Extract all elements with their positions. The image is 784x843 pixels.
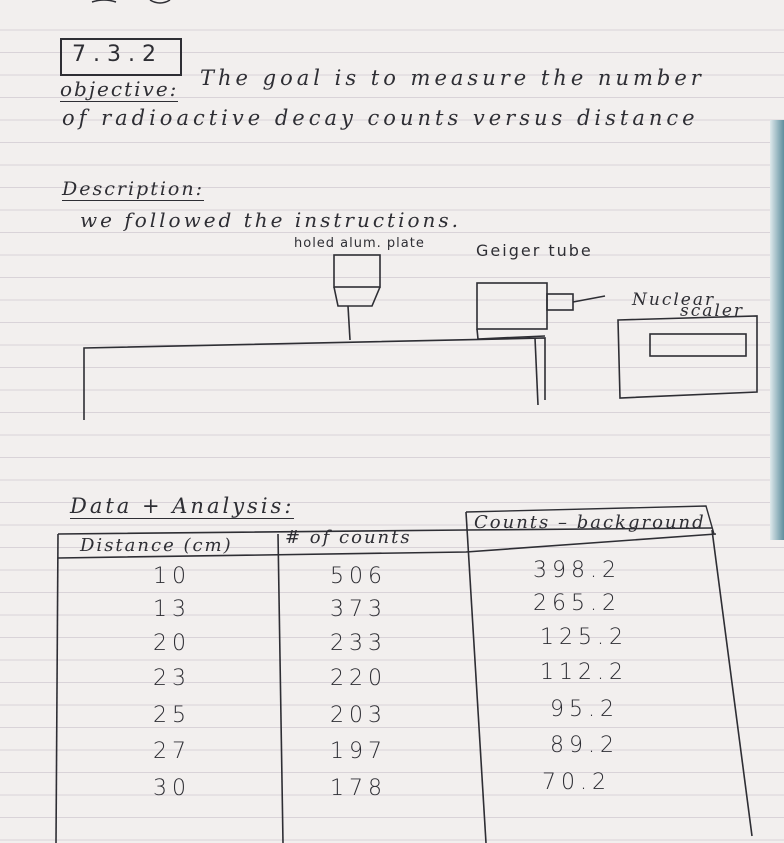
plate-holder — [334, 255, 380, 287]
diagram-label-plate: holed alum. plate — [294, 236, 425, 251]
cell-counts: 220 — [330, 666, 387, 691]
objective-label: objective: — [60, 77, 179, 101]
cell-counts-minus-background: 95.2 — [550, 697, 619, 722]
cell-distance: 13 — [153, 597, 191, 622]
diagram-label-nuclear: Nuclear — [632, 290, 716, 310]
objective-text-line-1: The goal is to measure the number — [200, 66, 705, 90]
cell-counts-minus-background: 265.2 — [533, 591, 621, 616]
cell-distance: 27 — [153, 739, 191, 764]
col-line-left — [56, 534, 58, 843]
cell-counts: 233 — [330, 631, 387, 656]
cell-counts-minus-background: 398.2 — [533, 558, 621, 583]
cell-distance: 30 — [153, 776, 191, 801]
cell-distance: 10 — [153, 564, 191, 589]
col-line-2 — [466, 512, 486, 843]
cell-counts: 203 — [330, 703, 387, 728]
scaler-display — [650, 334, 746, 356]
description-text: we followed the instructions. — [80, 208, 462, 232]
cell-counts: 373 — [330, 597, 387, 622]
cell-distance: 20 — [153, 631, 191, 656]
diagram-label-scaler: scaler — [680, 301, 745, 321]
geiger-tube — [477, 283, 547, 329]
cell-distance: 25 — [153, 703, 191, 728]
cell-counts-minus-background: 112.2 — [540, 660, 628, 685]
table-header-distance: Distance (cm) — [80, 535, 233, 556]
data-analysis-label: Data + Analysis: — [70, 494, 295, 518]
cell-counts-minus-background: 89.2 — [550, 733, 619, 758]
col-line-1 — [278, 534, 283, 843]
diagram-label-geiger: Geiger tube — [476, 241, 593, 260]
section-number: 7.3.2 — [72, 42, 163, 67]
description-label: Description: — [62, 178, 204, 200]
nuclear-scaler-box — [618, 316, 757, 398]
cell-distance: 23 — [153, 666, 191, 691]
cell-counts: 506 — [330, 564, 387, 589]
table-header-counts-minus-background: Counts – background — [474, 512, 706, 533]
cell-counts: 197 — [330, 739, 387, 764]
cell-counts-minus-background: 125.2 — [540, 625, 628, 650]
bench-outline — [84, 338, 545, 420]
objective-text-line-2: of radioactive decay counts versus distance — [62, 106, 699, 130]
cell-counts: 178 — [330, 776, 387, 801]
cell-counts-minus-background: 70.2 — [542, 770, 611, 795]
col-line-right — [712, 530, 752, 836]
table-header-counts: # of counts — [285, 527, 412, 548]
